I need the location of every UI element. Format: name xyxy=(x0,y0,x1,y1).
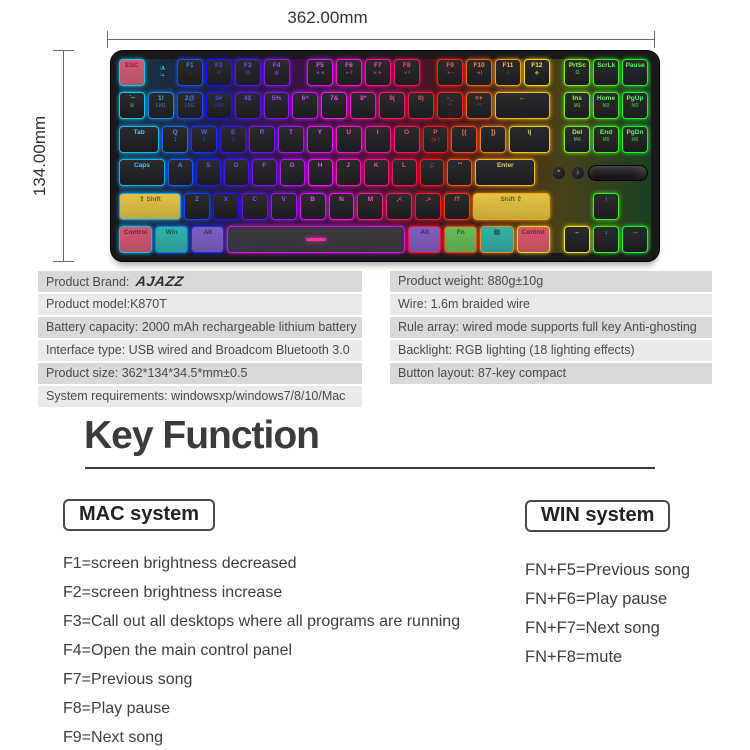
key-sublegend: ◆ xyxy=(534,70,539,76)
spec-row: System requirements: windowsxp/windows7/8/10/Mac xyxy=(38,386,362,407)
spec-row xyxy=(38,271,362,292)
key-sublegend: ⌂ xyxy=(506,70,510,76)
key-legend: O xyxy=(404,128,410,136)
width-dimension-label: 362.00mm xyxy=(287,8,368,27)
key-legend: ESC xyxy=(125,62,139,69)
key-legend: F10 xyxy=(473,62,485,69)
key-key xyxy=(564,226,590,253)
keyboard-row xyxy=(119,59,651,86)
key-legend: PgDn xyxy=(626,128,644,136)
key-key xyxy=(480,126,506,153)
key-legend: U xyxy=(346,128,352,136)
key-legend: F1 xyxy=(186,62,194,69)
keyboard-row xyxy=(119,126,651,153)
media-button: * xyxy=(552,166,566,180)
key-sublegend: ◄◄ xyxy=(315,70,325,76)
key-legend: M xyxy=(367,195,374,203)
key-key xyxy=(420,159,445,186)
key-2 xyxy=(177,92,203,119)
key-fn xyxy=(444,226,477,253)
key-d xyxy=(224,159,249,186)
key-z xyxy=(184,193,210,220)
key-c xyxy=(242,193,268,220)
key-legend: '" xyxy=(457,162,463,170)
key-legend: Enter xyxy=(496,162,514,170)
key-3 xyxy=(206,92,232,119)
key-f3 xyxy=(235,59,261,86)
key-tab xyxy=(119,126,159,153)
key-legend: Fn xyxy=(456,228,465,236)
key-legend: Caps xyxy=(133,162,150,170)
key-g xyxy=(280,159,305,186)
key-key xyxy=(593,193,619,220)
key-legend: ← xyxy=(573,228,581,236)
function-list-item: F7=Previous song xyxy=(63,671,193,688)
key-space xyxy=(227,226,405,253)
key-x xyxy=(213,193,239,220)
key-legend: [{ xyxy=(462,128,467,136)
key-v xyxy=(271,193,297,220)
key-legend: 4$ xyxy=(243,95,252,103)
key-pause xyxy=(622,59,648,86)
spec-row: Product size: 362*134*34.5*mm±0.5 xyxy=(38,363,362,384)
key-legend: T xyxy=(288,128,293,136)
key-esc xyxy=(119,59,145,86)
key-pgdn xyxy=(622,126,648,153)
height-dimension-line xyxy=(63,50,64,262)
key-legend: Q xyxy=(172,128,178,136)
key-sublegend: M5 xyxy=(602,136,610,143)
key-sublegend: ▦ xyxy=(274,70,279,76)
key-legend: Pause xyxy=(625,62,645,69)
key-legend: /? xyxy=(454,195,461,203)
key-legend: .> xyxy=(425,195,432,203)
key-legend: ,< xyxy=(396,195,403,203)
key-n xyxy=(329,193,355,220)
key-p xyxy=(423,126,449,153)
spec-row: Product weight: 880g±10g xyxy=(390,271,712,292)
keyboard-row xyxy=(119,159,651,186)
key-key xyxy=(509,126,549,153)
key-key xyxy=(119,92,145,119)
key-f7 xyxy=(365,59,391,86)
key-legend: Del xyxy=(572,128,583,136)
key-gap xyxy=(423,59,438,86)
key-alt xyxy=(191,226,224,253)
mac-function-list xyxy=(63,549,460,750)
spec-row: Rule array: wired mode supports full key Anti-ghosting xyxy=(390,317,712,338)
function-list-item: FN+F5=Previous song xyxy=(525,561,691,579)
key-legend: PrtSc xyxy=(568,62,586,69)
key-legend: L xyxy=(402,162,407,170)
block-gap xyxy=(553,59,565,86)
key-f11 xyxy=(495,59,521,86)
key-legend: A xyxy=(177,162,183,170)
key-y xyxy=(307,126,333,153)
key-sublegend: LM2 xyxy=(184,103,195,110)
key-legend: V xyxy=(281,195,286,203)
key-legend: → xyxy=(631,228,639,236)
key-legend: C xyxy=(252,195,258,203)
block-gap xyxy=(553,193,565,220)
key-end xyxy=(593,126,619,153)
keyboard-rows xyxy=(119,59,651,253)
key-s xyxy=(196,159,221,186)
block-gap xyxy=(553,126,565,153)
key-key xyxy=(437,92,463,119)
key-sublegend: ►▪ xyxy=(446,70,454,76)
key-legend: R xyxy=(259,128,265,136)
key-key xyxy=(415,193,441,220)
key-key xyxy=(593,226,619,253)
spacebar-light xyxy=(306,238,326,241)
led-indicator: ∶+ xyxy=(160,72,165,79)
block-gap xyxy=(553,92,565,119)
key-legend: ← xyxy=(518,95,526,103)
key-legend: F9 xyxy=(446,62,454,69)
key-sublegend: ◄) xyxy=(475,70,483,76)
key-f6 xyxy=(336,59,362,86)
key-legend: G xyxy=(289,162,295,170)
function-list-item: F3=Call out all desktops where all programs are running xyxy=(63,613,461,630)
key-win xyxy=(155,226,188,253)
key-9 xyxy=(379,92,405,119)
key-legend: F4 xyxy=(272,62,281,69)
key-legend: W xyxy=(201,128,208,136)
key-w xyxy=(191,126,217,153)
key-r xyxy=(249,126,275,153)
key-ins xyxy=(564,92,590,119)
spec-table-right xyxy=(390,271,712,386)
function-list-item: FN+F6=Play pause xyxy=(525,590,668,608)
key-sublegend: ◠ xyxy=(447,103,453,110)
key-sublegend: ►► xyxy=(372,70,383,76)
key-legend: =+ xyxy=(475,95,483,103)
key-legend: F2 xyxy=(214,62,223,69)
key-legend: ScrLk xyxy=(597,62,616,69)
key-f4 xyxy=(264,59,290,86)
key-legend: E xyxy=(230,128,236,136)
spec-row: Wire: 1.6m braided wire xyxy=(390,294,712,315)
key-legend: F6 xyxy=(345,62,353,69)
key-legend: P xyxy=(433,128,438,136)
key-shift xyxy=(119,193,181,220)
spec-text: Product Brand: xyxy=(46,275,130,289)
key-7 xyxy=(321,92,347,119)
key-f2 xyxy=(206,59,232,86)
key-legend: F xyxy=(262,162,267,170)
spec-row: Battery capacity: 2000 mAh rechargeable lithium battery xyxy=(38,317,362,338)
key-6 xyxy=(292,92,318,119)
key-legend: 3# xyxy=(215,95,223,103)
key-gap xyxy=(293,59,308,86)
key-k xyxy=(364,159,389,186)
key-legend: ↑ xyxy=(604,195,608,203)
key-caps xyxy=(119,159,165,186)
key-legend: F7 xyxy=(374,62,382,69)
key-legend: Win xyxy=(165,228,178,236)
section-title: Key Function xyxy=(84,414,320,457)
key-sublegend: M4 xyxy=(573,136,581,143)
volume-knob xyxy=(588,165,648,181)
key-sublegend: ⚙ xyxy=(129,103,135,110)
key-legend: B xyxy=(310,195,315,203)
key-sublegend: ☀ xyxy=(216,70,222,76)
key-legend: N xyxy=(339,195,344,203)
key-legend: 0) xyxy=(418,95,424,103)
key-enter xyxy=(475,159,535,186)
key-0 xyxy=(408,92,434,119)
key-e xyxy=(220,126,246,153)
key-h xyxy=(308,159,333,186)
height-dimension-label: 134.00mm xyxy=(30,115,49,197)
key-legend: Control xyxy=(521,228,545,236)
key-legend: H xyxy=(317,162,323,170)
keyboard-row xyxy=(119,193,651,220)
key-f8 xyxy=(394,59,420,86)
key-legend: Tab xyxy=(133,128,145,136)
key-legend: I xyxy=(376,128,379,136)
key-legend: Alt xyxy=(203,228,213,236)
key-1 xyxy=(148,92,174,119)
brand-logo: AJAZZ xyxy=(135,273,186,289)
spec-table-left xyxy=(38,271,362,409)
mac-system-heading: MAC system xyxy=(63,499,215,531)
key-legend: 8* xyxy=(360,95,367,103)
key-legend: Z xyxy=(194,195,199,203)
key-sublegend: M3 xyxy=(631,103,639,110)
key-home xyxy=(593,92,619,119)
key-u xyxy=(336,126,362,153)
key-key xyxy=(451,126,477,153)
key-sublegend: ►‖ xyxy=(345,70,353,76)
key-sublegend: LM3 xyxy=(213,103,224,110)
key-legend: Ins xyxy=(572,95,582,103)
key-legend: 5% xyxy=(271,95,282,103)
key-key xyxy=(480,226,513,253)
key-sublegend: ▤ xyxy=(245,70,251,76)
function-list-item: F8=Play pause xyxy=(63,700,171,717)
section-underline xyxy=(85,467,655,469)
key-legend: 9( xyxy=(389,95,395,103)
function-list-item: F2=screen brightness increase xyxy=(63,584,283,601)
key-b xyxy=(300,193,326,220)
key-control xyxy=(517,226,550,253)
key-a xyxy=(168,159,193,186)
key-legend: 6^ xyxy=(301,95,310,103)
key-key xyxy=(386,193,412,220)
key-m xyxy=(357,193,383,220)
key-legend: F3 xyxy=(243,62,252,69)
key-gap xyxy=(564,193,593,220)
key-sublegend: M6 xyxy=(631,136,639,143)
key-4 xyxy=(235,92,261,119)
dim-tick xyxy=(53,50,74,51)
key-l xyxy=(392,159,417,186)
key-8 xyxy=(350,92,376,119)
function-list-item: FN+F7=Next song xyxy=(525,619,660,637)
key-legend: ▤ xyxy=(493,228,501,236)
block-gap xyxy=(553,226,565,253)
key-5 xyxy=(264,92,290,119)
key-legend: F11 xyxy=(502,62,514,69)
key-key xyxy=(447,159,472,186)
key-key xyxy=(444,193,470,220)
key-f9 xyxy=(437,59,463,86)
key-legend: 2@ xyxy=(184,95,195,103)
function-list-item: F1=screen brightness decreased xyxy=(63,555,297,572)
led-indicator: ∶A xyxy=(159,65,166,72)
dim-tick xyxy=(654,31,655,48)
keyboard-row xyxy=(119,92,651,119)
function-list-item: F9=Next song xyxy=(63,729,164,746)
key-legend: D xyxy=(233,162,239,170)
key-sublegend: ◄× xyxy=(402,70,411,76)
key-legend: Y xyxy=(317,128,323,136)
key-alt xyxy=(408,226,441,253)
key-sublegend: Ω xyxy=(575,70,580,76)
key-control xyxy=(119,226,152,253)
key-sublegend: 1 xyxy=(173,136,177,143)
key-i xyxy=(365,126,391,153)
key-del xyxy=(564,126,590,153)
key-f1 xyxy=(177,59,203,86)
key-legend: F5 xyxy=(316,62,324,69)
dim-tick xyxy=(53,261,74,262)
key-legend: -_ xyxy=(447,95,453,103)
key-legend: PgUp xyxy=(626,95,644,103)
keyboard-image xyxy=(110,50,660,262)
key-t xyxy=(278,126,304,153)
key-legend: Control xyxy=(124,228,148,236)
key-scrlk xyxy=(593,59,619,86)
key-sublegend: LM1 xyxy=(155,103,166,110)
key-f10 xyxy=(466,59,492,86)
key-legend: ]} xyxy=(490,128,496,136)
key-legend: X xyxy=(223,195,229,203)
key-sublegend: M1 xyxy=(573,103,581,110)
key-sublegend: ☼ xyxy=(187,70,193,76)
key-legend: F12 xyxy=(531,62,543,69)
win-function-list xyxy=(525,556,690,672)
key-sublegend: M2 xyxy=(602,103,610,110)
key-shift xyxy=(473,193,549,220)
key-legend: ↓ xyxy=(604,228,608,236)
key-gap xyxy=(622,193,651,220)
key-legend: F8 xyxy=(402,62,411,69)
key-sublegend: 3 xyxy=(231,136,235,143)
key-legend: Shift ⇧ xyxy=(500,195,523,203)
indicator-leds xyxy=(148,59,177,86)
function-list-item: F4=Open the main control panel xyxy=(63,642,293,659)
spec-row: Product model:K870T xyxy=(38,294,362,315)
spec-row: Button layout: 87-key compact xyxy=(390,363,712,384)
key-q xyxy=(162,126,188,153)
key-legend: ⇧ Shift xyxy=(139,195,161,203)
key-legend: S xyxy=(206,162,211,170)
key-legend: \| xyxy=(527,128,532,136)
function-list-item: FN+F8=mute xyxy=(525,648,623,666)
media-button: ♪ xyxy=(571,166,585,180)
key-f5 xyxy=(307,59,333,86)
spec-row: Backlight: RGB lighting (18 lighting effects) xyxy=(390,340,712,361)
keyboard-row xyxy=(119,226,651,253)
key-sublegend: 2 xyxy=(202,136,206,143)
key-f12 xyxy=(524,59,550,86)
key-sublegend: (►) xyxy=(431,136,440,143)
win-system-heading: WIN system xyxy=(525,500,670,532)
key-o xyxy=(394,126,420,153)
key-sublegend: ◠ xyxy=(476,103,482,110)
spec-row: Interface type: USB wired and Broadcom Bluetooth 3.0 xyxy=(38,340,362,361)
key-key xyxy=(622,226,648,253)
key-legend: ;: xyxy=(429,162,435,170)
key-key xyxy=(495,92,550,119)
key-pgup xyxy=(622,92,648,119)
key-legend: 1! xyxy=(157,95,164,103)
key-legend: Alt xyxy=(420,228,429,236)
dim-tick xyxy=(107,31,108,48)
key-legend: 7& xyxy=(330,95,339,103)
key-prtsc xyxy=(564,59,590,86)
key-legend: Home xyxy=(597,95,616,103)
key-f xyxy=(252,159,277,186)
key-legend: `~ xyxy=(128,95,135,103)
key-key xyxy=(466,92,492,119)
key-legend: J xyxy=(346,162,350,170)
width-dimension-line xyxy=(107,39,655,40)
key-legend: K xyxy=(373,162,379,170)
key-legend: End xyxy=(599,128,613,136)
key-j xyxy=(336,159,361,186)
block-gap xyxy=(538,159,550,186)
